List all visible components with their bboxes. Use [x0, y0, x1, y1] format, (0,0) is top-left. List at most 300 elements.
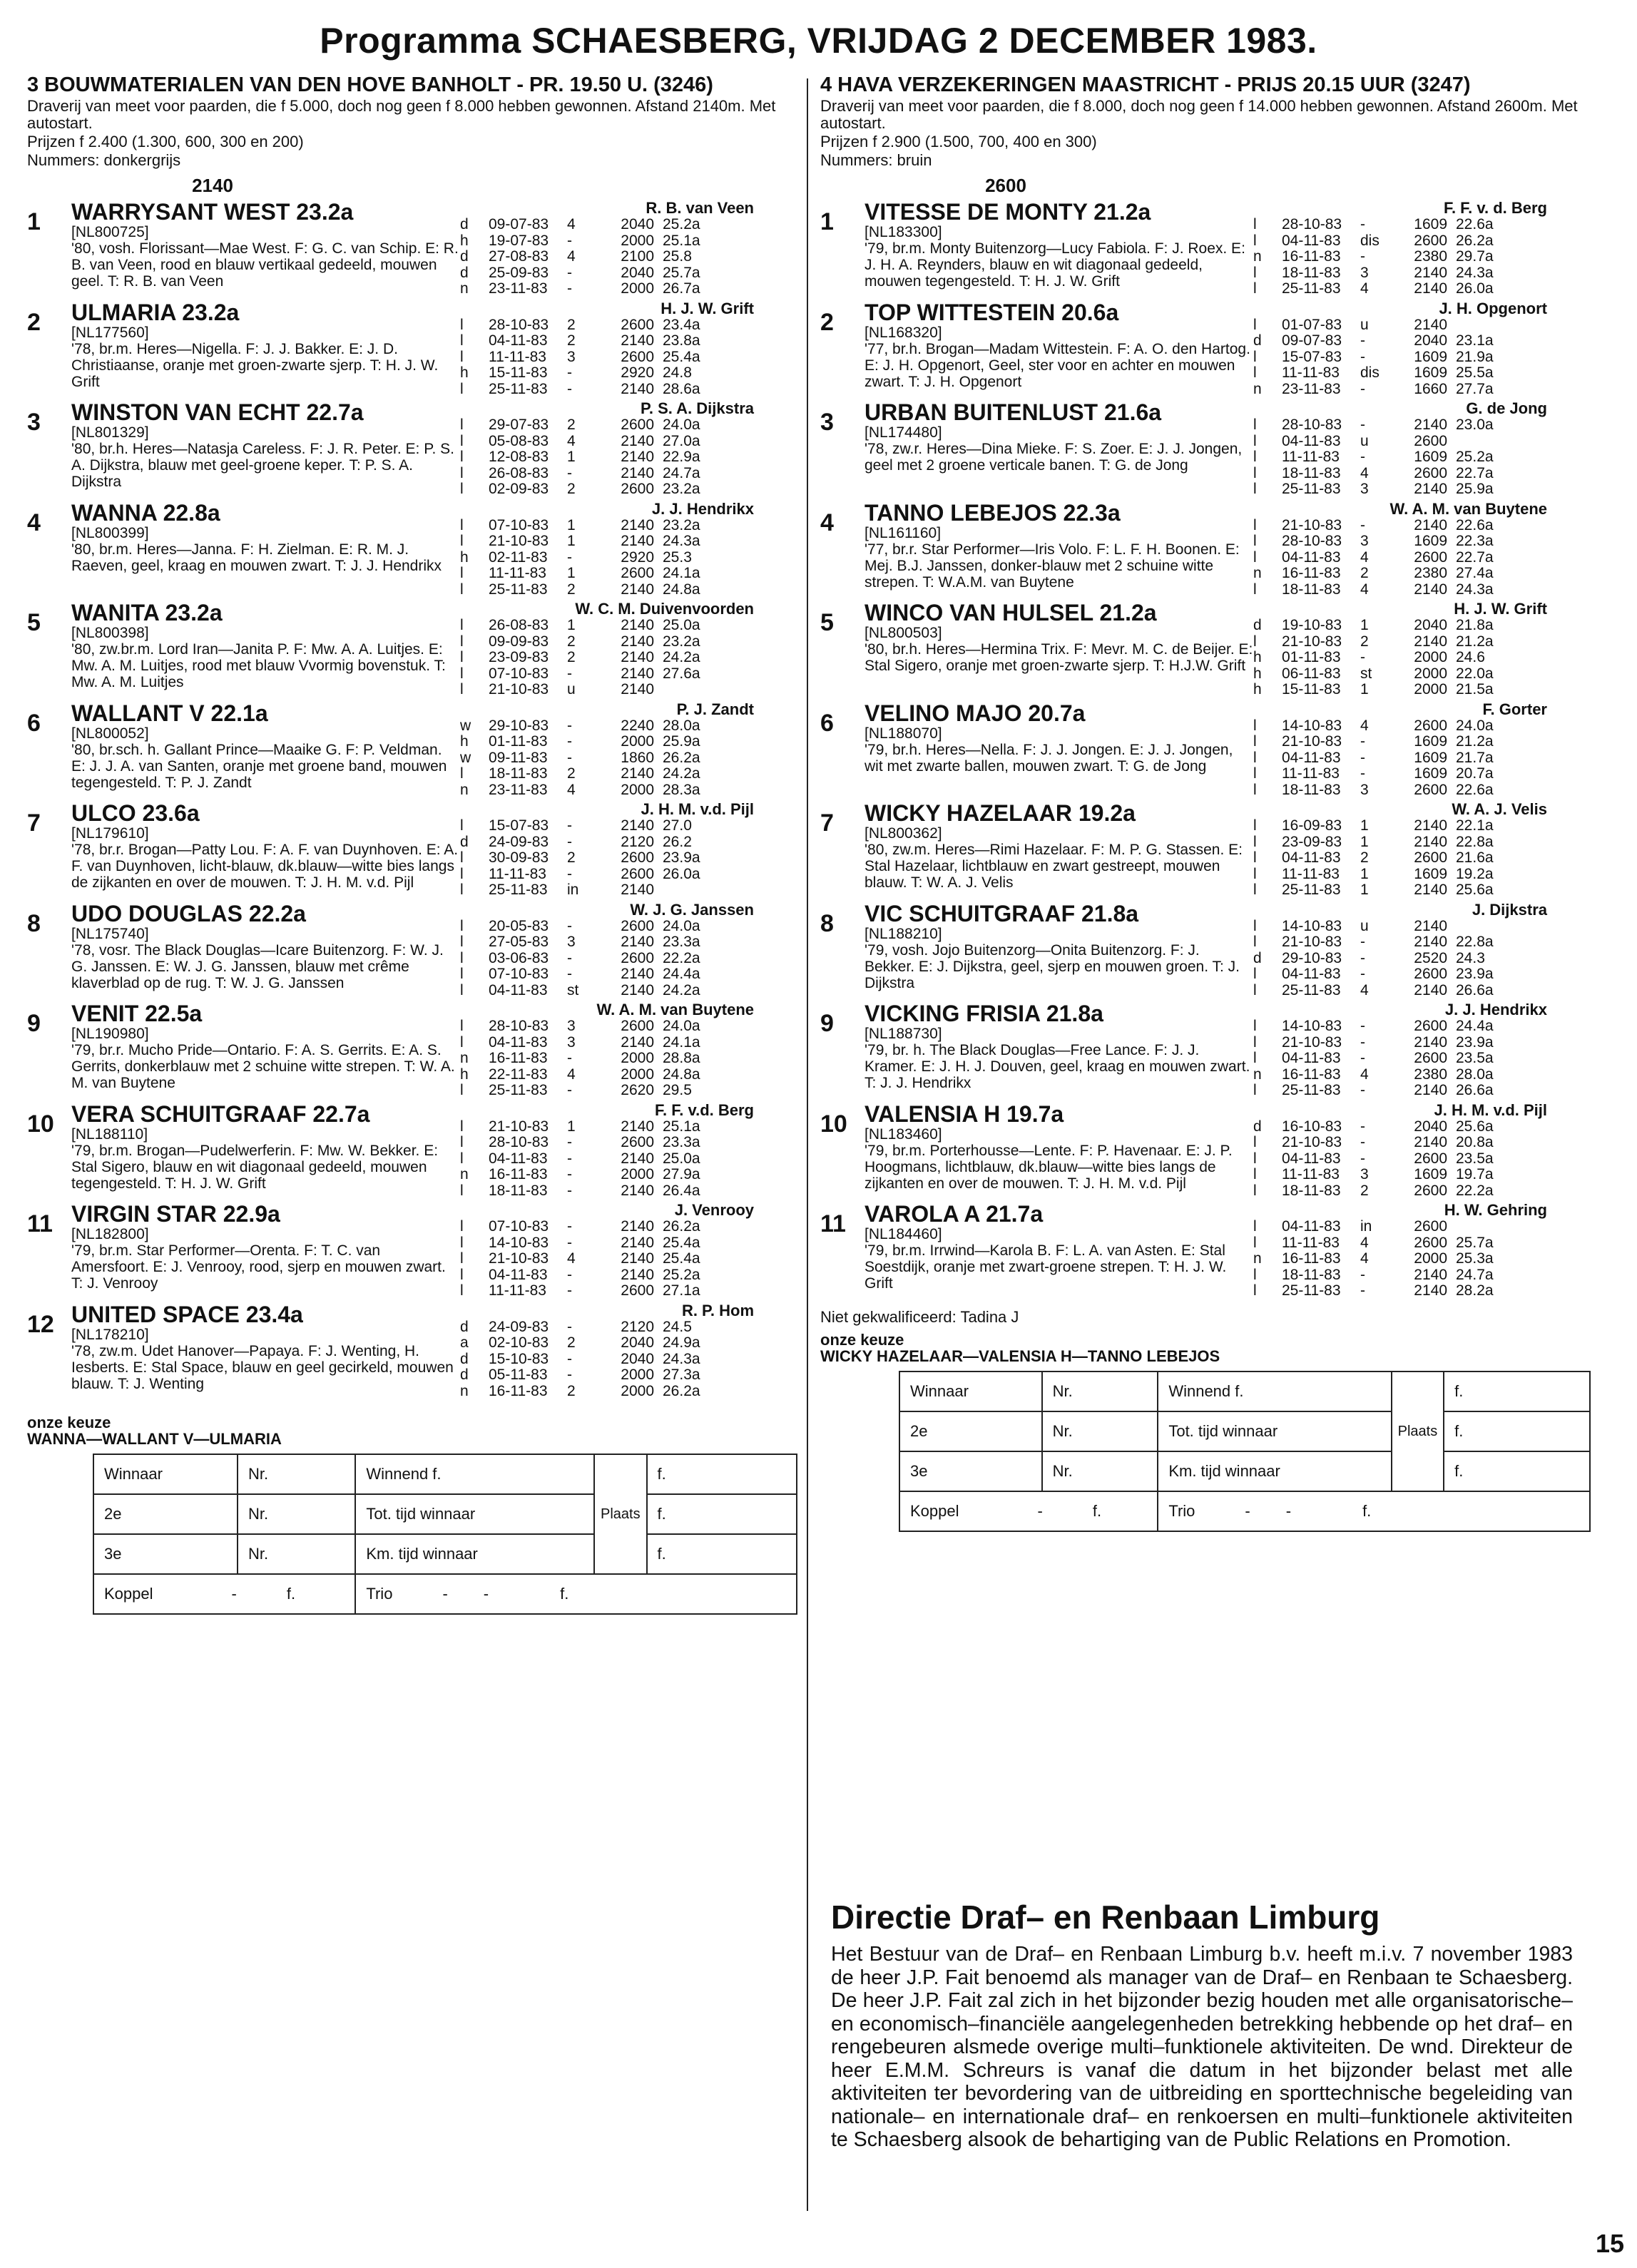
placing: - [1360, 733, 1365, 750]
race-distance: 2140 [621, 1182, 654, 1199]
previous-race [1253, 718, 1574, 735]
race-time: 19.7a [1456, 1166, 1494, 1182]
previous-race [1253, 1151, 1574, 1168]
horse-number: 3 [820, 409, 834, 436]
race-distance: 2140 [621, 617, 654, 633]
horse-results [1253, 300, 1574, 398]
horse-entry [820, 400, 1591, 498]
horse-description: '79, br.m. Porterhousse—Lente. F: P. Havenaar. E: J. P. Hoogmans, lichtblauw, dk.blauw—witte bies langs de zijkanten en over de mouwen. T: J. H. M. v.d. Pijl [865, 1142, 1233, 1192]
race-date: 04-11-83 [489, 1266, 548, 1283]
placing: - [1360, 1033, 1365, 1051]
horse-info [865, 200, 1253, 297]
placing: 2 [1360, 633, 1369, 650]
track-code: l [460, 380, 464, 397]
previous-race [460, 1319, 781, 1336]
track-code: l [460, 817, 464, 834]
track-code: l [1253, 833, 1257, 850]
bet-form-row-koppel [899, 1491, 1590, 1531]
race-date: 26-08-83 [489, 464, 549, 481]
horse-number: 7 [820, 809, 834, 837]
track-code: n [1253, 1066, 1262, 1083]
previous-race [460, 919, 781, 935]
race-distance: 2140 [621, 1234, 654, 1251]
horse-trainer: F. Gorter [1482, 700, 1547, 718]
horse-name: TOP WITTESTEIN 20.6a [865, 299, 1119, 325]
previous-race [460, 1251, 781, 1267]
track-code: l [460, 332, 464, 349]
track-code: l [1253, 516, 1257, 533]
horse-results [460, 300, 781, 398]
race-distance: 2240 [621, 717, 654, 734]
placing: 1 [567, 565, 576, 581]
race-time: 24.0a [663, 417, 700, 433]
horse-registration: [NL188730] [865, 1026, 942, 1042]
race-column-right [820, 74, 1591, 1532]
bet-form-cell[interactable]: f. [1444, 1411, 1590, 1451]
race-date: 23-09-83 [489, 649, 549, 665]
track-code: l [460, 681, 464, 698]
placing: 4 [567, 432, 576, 449]
race-distance: 2140 [1414, 581, 1447, 598]
race-distance: 2600 [1414, 849, 1447, 866]
race-distance: 2140 [1414, 316, 1447, 333]
race-time: 20.8a [1456, 1134, 1494, 1150]
horse-number: 7 [27, 809, 41, 837]
race-distance: 2600 [1414, 1150, 1447, 1167]
track-code: l [1253, 934, 1257, 950]
race-time: 24.2a [663, 649, 700, 665]
placing: - [567, 1182, 572, 1199]
previous-race [460, 650, 781, 666]
horse-results [460, 701, 781, 799]
race-time: 25.9a [663, 733, 700, 750]
horse-entry [820, 801, 1591, 899]
horse-results [460, 501, 781, 598]
race-distance: 2140 [621, 649, 654, 665]
placing: - [1360, 749, 1365, 766]
track-code: l [1253, 264, 1257, 281]
previous-race [1253, 834, 1574, 851]
horse-results [1253, 200, 1574, 297]
race-time: 27.1a [663, 1282, 700, 1299]
track-code: l [1253, 432, 1257, 449]
race-distance: 2600 [621, 949, 654, 966]
race-date: 04-11-83 [489, 1150, 548, 1167]
horse-registration: [NL174480] [865, 424, 942, 441]
previous-race [460, 481, 781, 498]
race-date: 27-05-83 [489, 934, 549, 950]
race-date: 07-10-83 [489, 1218, 549, 1235]
bet-form-cell: Nr. [238, 1494, 355, 1534]
race-time: 23.3a [663, 934, 700, 950]
track-code: l [460, 617, 464, 633]
horse-info [865, 1102, 1253, 1200]
previous-race [1253, 582, 1574, 598]
previous-race [460, 682, 781, 698]
placing: - [567, 717, 572, 734]
koppel-cell[interactable] [93, 1574, 355, 1614]
horse-description: '79, br. h. The Black Douglas—Free Lance. F: J. J. Kramer. E: J. H. J. Douven, geel, kraag en mouwen zwart. T: J. J. Hendrikx [865, 1042, 1250, 1091]
trio-cell[interactable] [1158, 1491, 1590, 1531]
race-distance: 2040 [621, 216, 654, 233]
race-time: 24.1a [663, 1033, 700, 1051]
previous-race [1253, 966, 1574, 983]
race-time: 22.0a [1456, 665, 1494, 682]
race-distance: 2140 [1414, 882, 1447, 898]
horse-trainer: H. W. Gehring [1444, 1201, 1547, 1219]
track-code: d [1253, 617, 1262, 633]
race-distance: 2140 [1414, 1282, 1447, 1299]
horse-description: '78, zw.r. Heres—Dina Mieke. F: S. Zoer. E: J. J. Jongen, geel met 2 groene verticale banen. T: G. de Jong [865, 441, 1243, 474]
bet-form-cell[interactable]: f. [647, 1534, 797, 1574]
placing: - [1360, 1150, 1365, 1167]
horse-trainer: J. Dijkstra [1472, 900, 1547, 919]
race-time: 22.6a [1456, 516, 1494, 533]
placing: dis [1360, 232, 1380, 249]
horse-number: 4 [27, 509, 41, 536]
race-time: 27.0 [663, 817, 692, 834]
race-date: 21-10-83 [489, 1118, 549, 1135]
race-time: 24.8a [663, 581, 700, 598]
horse-registration: [NL179610] [71, 825, 149, 842]
previous-race [460, 533, 781, 550]
horse-results [460, 1202, 781, 1299]
article-title: Directie Draf– en Renbaan Limburg [831, 1899, 1380, 1936]
horse-name: VITESSE DE MONTY 21.2a [865, 199, 1151, 225]
placing: 3 [1360, 264, 1369, 281]
placing: st [567, 981, 579, 998]
previous-race [1253, 1183, 1574, 1200]
race-distance: 2140 [621, 1218, 654, 1235]
horse-info [865, 300, 1253, 398]
previous-race [1253, 1067, 1574, 1083]
horse-number: 9 [820, 1010, 834, 1037]
race-time: 27.0a [663, 432, 700, 449]
track-code: l [1253, 981, 1257, 998]
horse-name: VERA SCHUITGRAAF 22.7a [71, 1100, 370, 1127]
race-distance: 2600 [1414, 781, 1447, 798]
bet-form-cell: Nr. [1042, 1451, 1158, 1491]
placing: 4 [1360, 280, 1369, 297]
previous-race [1253, 217, 1574, 233]
race-prizes: Prijzen f 2.400 (1.300, 600, 300 en 200) [27, 133, 304, 150]
placing: - [567, 464, 572, 481]
placing: 1 [567, 533, 576, 549]
horse-entry [27, 200, 797, 297]
race-date: 25-11-83 [489, 380, 548, 397]
previous-race [1253, 1251, 1574, 1267]
placing: 1 [1360, 617, 1369, 633]
horse-description: '77, br.r. Star Performer—Iris Volo. F: L. F. H. Boonen. E: Mej. B.J. Janssen, donker-blauw met 2 schuine witte strepen. T: W.A.M. van Buytene [865, 541, 1240, 591]
placing: - [567, 749, 572, 766]
placing: 4 [1360, 464, 1369, 481]
previous-race [1253, 417, 1574, 434]
track-code: l [460, 1082, 464, 1098]
race-date: 07-10-83 [489, 516, 549, 533]
previous-race [460, 666, 781, 683]
race-time: 26.2a [1456, 232, 1494, 249]
race-time: 24.3 [1456, 949, 1485, 966]
race-time: 25.6a [1456, 882, 1494, 898]
keuze-label: onze keuze [27, 1414, 111, 1431]
track-code: l [460, 432, 464, 449]
horse-info [865, 901, 1253, 999]
race-time: 24.1a [663, 565, 700, 581]
placing: 4 [1360, 548, 1369, 566]
race-distance: 2140 [621, 380, 654, 397]
race-time: 25.2a [663, 1266, 700, 1283]
previous-race [1253, 1083, 1574, 1099]
horse-info [71, 501, 460, 598]
horse-entry [27, 1202, 797, 1299]
previous-race [1253, 1267, 1574, 1284]
horse-trainer: J. H. Opgenort [1439, 299, 1547, 317]
race-time: 25.2a [1456, 449, 1494, 465]
bet-form-cell[interactable]: f. [1444, 1371, 1590, 1411]
race-date: 04-11-83 [1282, 1150, 1341, 1167]
race-time: 22.7a [1456, 548, 1494, 566]
race-time: 21.6a [1456, 849, 1494, 866]
horse-results [460, 400, 781, 498]
horse-number: 5 [27, 609, 41, 636]
previous-race [460, 634, 781, 650]
bet-form-cell: Km. tijd winnaar [1158, 1451, 1391, 1491]
track-code: l [1253, 364, 1257, 381]
track-code: l [1253, 1150, 1257, 1167]
track-code: h [460, 232, 469, 249]
race-distance: 2140 [621, 1150, 654, 1167]
previous-race [460, 618, 781, 634]
bet-form-row-koppel [93, 1574, 797, 1614]
horse-description: '79, vosh. Jojo Buitenzorg—Onita Buitenzorg. F: J. Bekker. E: J. Dijkstra, geel, sjerp en mouwen groen. T: J. Dijkstra [865, 941, 1240, 991]
race-time: 22.6a [1456, 781, 1494, 798]
track-code: h [1253, 649, 1262, 665]
previous-race [1253, 566, 1574, 582]
race-distance: 2000 [621, 1066, 654, 1083]
horse-results [1253, 701, 1574, 799]
race-distance: 2000 [1414, 1250, 1447, 1267]
race-date: 15-10-83 [489, 1350, 549, 1367]
placing: - [1360, 1018, 1365, 1034]
race-date: 15-11-83 [489, 364, 548, 381]
horse-info [865, 801, 1253, 899]
track-code: l [460, 882, 464, 898]
placing: - [1360, 649, 1365, 665]
race-date: 21-10-83 [1282, 733, 1342, 750]
previous-race [1253, 882, 1574, 899]
race-date: 03-06-83 [489, 949, 549, 966]
horse-entry [820, 200, 1591, 297]
horse-results [1253, 1202, 1574, 1299]
placing: 2 [1360, 1182, 1369, 1199]
placing: u [1360, 316, 1369, 333]
placing: - [567, 1166, 572, 1182]
horse-description: '79, br.r. Mucho Pride—Ontario. F: A. S. Gerrits. E: A. S. Gerrits, donkerblauw met 2 schuine witte strepen. T: W. A. M. van Buytene [71, 1042, 455, 1091]
horse-info [71, 1001, 460, 1099]
page-number: 15 [1595, 2229, 1624, 2258]
previous-race [1253, 782, 1574, 799]
race-distance: 2600 [621, 1018, 654, 1034]
race-date: 28-10-83 [489, 1134, 549, 1150]
previous-race [1253, 533, 1574, 550]
koppel-dash: - [1037, 1501, 1043, 1520]
race-date: 19-10-83 [1282, 617, 1342, 633]
race-distance: 2140 [621, 633, 654, 650]
placing: 4 [1360, 1234, 1369, 1251]
race-time: 26.6a [1456, 1082, 1494, 1098]
race-date: 09-07-83 [489, 216, 549, 233]
race-time: 25.1a [663, 232, 700, 249]
track-code: l [1253, 1282, 1257, 1299]
race-time: 25.0a [663, 1150, 700, 1167]
track-code: d [460, 216, 469, 233]
race-time: 26.2a [663, 1382, 700, 1399]
race-time: 25.0a [663, 617, 700, 633]
race-date: 11-11-83 [489, 1282, 546, 1299]
previous-race [460, 734, 781, 750]
previous-race [460, 1135, 781, 1151]
race-time: 22.1a [1456, 817, 1494, 834]
track-code: l [1253, 533, 1257, 549]
race-time [663, 882, 720, 899]
race-time: 27.9a [663, 1166, 700, 1182]
track-code: l [460, 1218, 464, 1235]
track-code: l [460, 1234, 464, 1251]
previous-race [1253, 951, 1574, 967]
horse-name: WINSTON VAN ECHT 22.7a [71, 399, 364, 425]
previous-race [1253, 249, 1574, 265]
race-distance: 2600 [1414, 432, 1447, 449]
bet-form-cell[interactable]: f. [647, 1494, 797, 1534]
placing: - [567, 665, 572, 682]
race-distance: 2600 [1414, 1018, 1447, 1034]
horse-description: '80, br.h. Heres—Natasja Careless. F: J. R. Peter. E: P. S. A. Dijkstra, blauw met geel-groene keper. T: P. S. A. Dijkstra [71, 441, 455, 490]
horse-info [71, 601, 460, 698]
placing: - [1360, 934, 1365, 950]
horse-entry [27, 801, 797, 899]
race-date: 11-11-83 [1282, 1166, 1340, 1182]
race-distance: 2140 [1414, 633, 1447, 650]
previous-race [460, 265, 781, 282]
race-date: 25-11-83 [1282, 1082, 1341, 1098]
horse-name: ULMARIA 23.2a [71, 299, 240, 325]
track-code: d [460, 264, 469, 281]
bet-form-cell[interactable]: f. [1444, 1451, 1590, 1491]
race-date: 28-10-83 [1282, 216, 1342, 233]
previous-race [1253, 382, 1574, 398]
previous-race [460, 1352, 781, 1368]
placing: - [1360, 966, 1365, 982]
horse-name: VELINO MAJO 20.7a [865, 700, 1086, 726]
race-date: 14-10-83 [489, 1234, 549, 1251]
previous-race [1253, 1167, 1574, 1183]
keuze-label: onze keuze [820, 1330, 904, 1349]
trio-dash: - [1245, 1501, 1250, 1520]
track-code: l [1253, 917, 1257, 934]
race-date: 16-10-83 [1282, 1118, 1342, 1135]
previous-race [1253, 449, 1574, 466]
race-distance: 2000 [621, 1382, 654, 1399]
previous-race [460, 281, 781, 297]
placing: 2 [567, 332, 576, 349]
race-time: 27.7a [1456, 380, 1494, 397]
race-date: 22-11-83 [489, 1066, 548, 1083]
race-time: 23.9a [1456, 1033, 1494, 1051]
horse-registration: [NL800503] [865, 625, 942, 641]
race-distance: 2000 [621, 1166, 654, 1182]
track-code: l [1253, 865, 1257, 882]
race-date: 21-10-83 [1282, 516, 1342, 533]
placing: - [1360, 516, 1365, 533]
race-distance: 2600 [1414, 1234, 1447, 1251]
bet-form-cell: Winnaar [93, 1454, 238, 1494]
trio-f: f. [1362, 1501, 1372, 1520]
race-date: 02-11-83 [489, 548, 548, 566]
race-time [1456, 434, 1513, 450]
race-distance: 2600 [621, 565, 654, 581]
track-code: l [1253, 417, 1257, 433]
previous-race [1253, 550, 1574, 566]
horse-registration: [NL184460] [865, 1226, 942, 1242]
koppel-cell[interactable] [899, 1491, 1158, 1531]
race-distance: 2140 [621, 332, 654, 349]
race-time: 25.1a [663, 1118, 700, 1135]
trio-cell[interactable] [355, 1574, 797, 1614]
track-code: n [460, 1166, 469, 1182]
placing: 3 [1360, 781, 1369, 798]
placing: - [567, 1234, 572, 1251]
horse-results [460, 801, 781, 899]
horse-description: '78, br.m. Heres—Nigella. F: J. J. Bakker. E: J. D. Christiaanse, oranje met groen-zwarte sjerp. T: H. J. W. Grift [71, 340, 439, 390]
race-time: 19.2a [1456, 865, 1494, 882]
race-distance: 2140 [621, 981, 654, 998]
placing: 4 [1360, 581, 1369, 598]
horse-trainer: W. A. M. van Buytene [1389, 499, 1547, 518]
race-distance: 2040 [621, 264, 654, 281]
placing: - [567, 364, 572, 381]
race-distance: 2040 [1414, 617, 1447, 633]
placing: - [567, 232, 572, 249]
previous-race [460, 333, 781, 349]
race-distance: 2600 [621, 917, 654, 934]
race-date: 28-10-83 [489, 316, 549, 333]
race-distance: 2380 [1414, 1066, 1447, 1083]
race-distance: 1609 [1414, 765, 1447, 782]
placing: - [1360, 1082, 1365, 1098]
race-date: 04-11-83 [1282, 1218, 1341, 1235]
race-date: 25-11-83 [489, 1082, 548, 1098]
previous-race [1253, 867, 1574, 883]
horse-info [865, 701, 1253, 799]
horse-trainer: J. H. M. v.d. Pijl [1434, 1100, 1547, 1119]
race-date: 16-11-83 [489, 1166, 548, 1182]
race-prizes: Prijzen f 2.900 (1.500, 700, 400 en 300) [820, 133, 1097, 150]
horse-results [460, 1102, 781, 1200]
placing: 1 [567, 1118, 576, 1135]
horse-number: 12 [27, 1310, 54, 1338]
placing: 4 [567, 216, 576, 233]
race-distance: 2380 [1414, 248, 1447, 265]
race-time: 21.8a [1456, 617, 1494, 633]
race-distance: 2140 [621, 966, 654, 982]
horse-registration: [NL800399] [71, 524, 149, 541]
bet-form-cell[interactable]: f. [647, 1454, 797, 1494]
previous-race [460, 1384, 781, 1400]
previous-race [1253, 434, 1574, 450]
previous-race [460, 966, 781, 983]
track-code: l [1253, 481, 1257, 497]
race-distance: 2920 [621, 364, 654, 381]
